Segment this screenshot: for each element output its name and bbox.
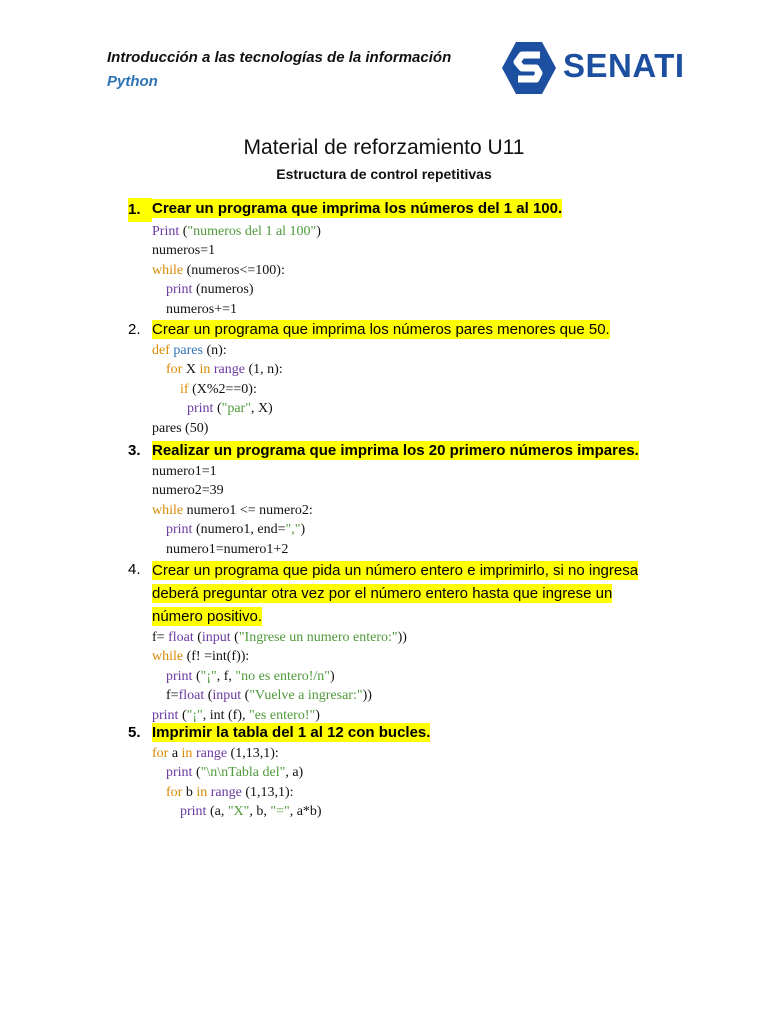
exercise-text: Imprimir la tabla del 1 al 12 con bucles. [152, 724, 431, 741]
code-line: print (numero1, end=",") [166, 522, 306, 538]
exercise-text: Realizar un programa que imprima los 20 primero números impares. [152, 442, 639, 459]
senati-logo [500, 40, 690, 96]
course-subject: Python [107, 73, 158, 90]
code-line: pares (50) [152, 420, 209, 436]
code-line: while (f! =int(f)): [152, 649, 250, 665]
exercise-text: Crear un programa que pida un número entero e imprimirlo, si no ingresa deberá preguntar otra vez por el número entero hasta que ingrese un número positivo. [152, 562, 639, 625]
code-line: while (numeros<=100): [152, 262, 285, 278]
code-line: for a in range (1,13,1): [152, 746, 279, 761]
code-line: Print ("numeros del 1 al 100") [152, 224, 321, 239]
exercise-number: 2. [128, 321, 141, 338]
code-block [152, 222, 648, 319]
exercise-5 [128, 722, 648, 822]
code-line: print ("¡", f, "no es entero!/n") [166, 668, 335, 684]
logo-text: SENATI [563, 47, 685, 84]
exercise-heading [128, 198, 648, 222]
senati-logo-icon [500, 40, 558, 96]
course-title: Introducción a las tecnologías de la información [107, 49, 452, 66]
exercise-4 [128, 559, 648, 725]
exercise-number: 5. [128, 724, 141, 741]
code-line: print (a, "X", b, "=", a*b) [180, 804, 322, 820]
exercise-heading [128, 722, 648, 744]
code-line: for X in range (1, n): [166, 362, 283, 378]
exercise-2 [128, 319, 648, 438]
exercise-text: Crear un programa que imprima los números pares menores que 50. [152, 321, 610, 338]
code-block [152, 462, 648, 559]
exercise-number: 4. [128, 561, 141, 578]
code-line: f=float (input ("Vuelve a ingresar:")) [152, 688, 372, 704]
code-line: numeros=1 [152, 243, 216, 259]
exercise-1 [128, 198, 648, 319]
code-line: while numero1 <= numero2: [152, 502, 313, 518]
exercise-heading [128, 440, 648, 462]
code-line: numero1=numero1+2 [152, 541, 289, 557]
code-line: print ("\n\nTabla del", a) [166, 765, 304, 781]
exercise-number: 3. [128, 442, 141, 459]
code-block [152, 628, 648, 725]
code-line: def pares (n): [152, 343, 227, 358]
code-line: f= float (input ("Ingrese un numero entero:")) [152, 630, 407, 645]
code-line: print ("¡", int (f), "es entero!") [152, 707, 320, 723]
exercise-heading [128, 319, 648, 341]
code-line: print (numeros) [166, 282, 254, 298]
exercise-number: 1. [128, 198, 152, 222]
document-title: Material de reforzamiento U11 [243, 136, 525, 159]
exercise-3 [128, 440, 648, 559]
code-line: print ("par", X) [187, 401, 273, 417]
document-subtitle: Estructura de control repetitivas [276, 166, 492, 182]
code-block [152, 744, 648, 822]
code-line: numero2=39 [152, 483, 224, 499]
exercise-heading [128, 559, 648, 628]
code-block [152, 341, 648, 438]
code-line: if (X%2==0): [180, 381, 257, 397]
exercise-text: Crear un programa que imprima los números del 1 al 100. [152, 200, 563, 217]
code-line: for b in range (1,13,1): [166, 784, 294, 800]
code-line: numeros+=1 [152, 301, 238, 317]
code-line: numero1=1 [152, 464, 217, 479]
